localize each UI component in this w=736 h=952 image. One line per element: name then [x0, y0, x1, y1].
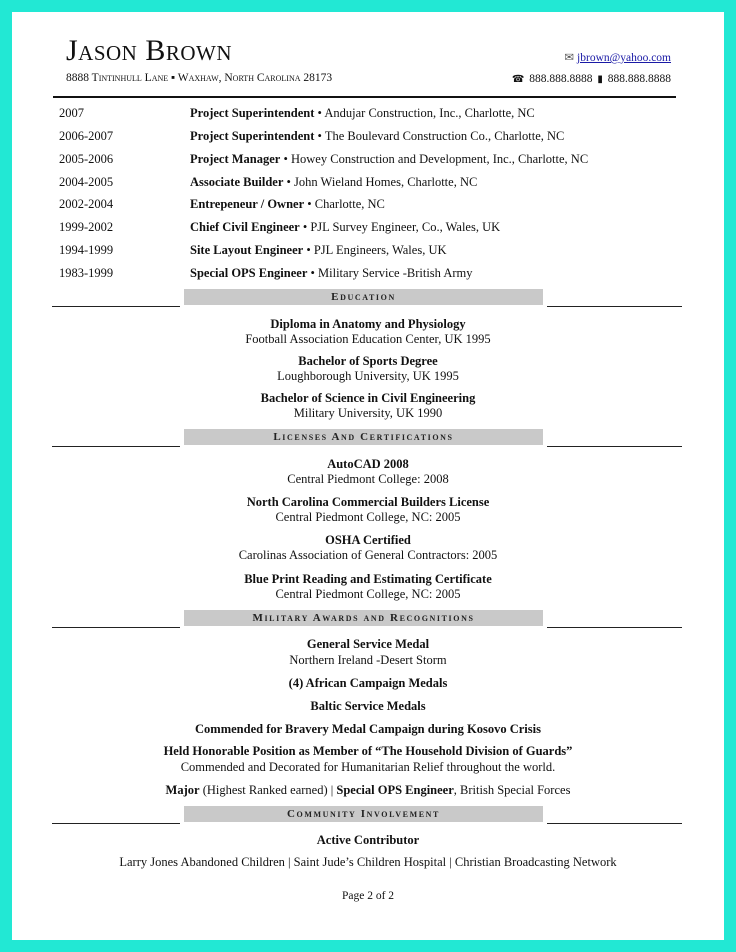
experience-row: 1999-2002 Chief Civil Engineer • PJL Survey Engineer, Co., Wales, UK — [59, 220, 501, 234]
award-detail: Commended and Decorated for Humanitarian Relief throughout the world. — [180, 760, 556, 774]
community-role: Active Contributor — [316, 833, 420, 847]
phone-icon: ☎ — [511, 74, 525, 85]
degree-school: Loughborough University, UK 1995 — [277, 369, 459, 383]
license-issuer: Central Piedmont College, NC: 2005 — [275, 587, 461, 601]
page-number: Page 2 of 2 — [341, 890, 395, 902]
experience-row: 1994-1999 Site Layout Engineer • PJL Engineers, Wales, UK — [59, 243, 447, 257]
address: 8888 Tintinhull Lane ▪ Waxhaw, North Carolina 28173 — [66, 72, 333, 84]
experience-row: 2006-2007 Project Superintendent • The Boulevard Construction Co., Charlotte, NC — [59, 129, 565, 143]
section-rule — [52, 446, 180, 447]
mobile-number: 888.888.8888 — [607, 73, 671, 85]
section-rule — [547, 446, 682, 447]
degree-title: Diploma in Anatomy and Physiology — [270, 317, 466, 331]
experience-row: 2002-2004 Entrepeneur / Owner • Charlotte, NC — [59, 197, 385, 211]
header-divider — [53, 96, 676, 98]
award-title: Held Honorable Position as Member of “The Household Division of Guards” — [163, 744, 573, 758]
award-title: Baltic Service Medals — [310, 699, 426, 713]
award-title: (4) African Campaign Medals — [288, 676, 448, 690]
experience-row: 1983-1999 Special OPS Engineer • Military Service -British Army — [59, 266, 473, 280]
envelope-icon: ✉ — [564, 52, 575, 64]
education-heading: Education — [184, 289, 543, 305]
experience-row: 2004-2005 Associate Builder • John Wieland Homes, Charlotte, NC — [59, 175, 478, 189]
rank-line: Major (Highest Ranked earned) | Special OPS Engineer, British Special Forces — [165, 783, 571, 797]
section-rule — [52, 627, 180, 628]
award-title: Commended for Bravery Medal Campaign during Kosovo Crisis — [195, 722, 541, 736]
resume-page — [12, 12, 724, 940]
mobile-icon: ▮ — [597, 74, 603, 85]
section-rule — [547, 627, 682, 628]
award-title: General Service Medal — [306, 637, 430, 651]
section-rule — [52, 306, 180, 307]
license-title: OSHA Certified — [325, 533, 411, 547]
experience-row: 2005-2006 Project Manager • Howey Construction and Development, Inc., Charlotte, NC — [59, 152, 589, 166]
degree-school: Football Association Education Center, UK 1995 — [245, 332, 491, 346]
award-detail: Northern Ireland -Desert Storm — [289, 653, 447, 667]
section-rule — [547, 823, 682, 824]
military-heading: Military Awards and Recognitions — [184, 610, 543, 626]
phone-number: 888.888.8888 — [529, 73, 593, 85]
license-issuer: Central Piedmont College, NC: 2005 — [275, 510, 461, 524]
email-line — [564, 51, 671, 65]
section-rule — [52, 823, 180, 824]
degree-title: Bachelor of Sports Degree — [298, 354, 438, 368]
candidate-name: Jason Brown — [66, 34, 233, 67]
community-heading: Community Involvement — [184, 806, 543, 822]
community-orgs: Larry Jones Abandoned Children | Saint Jude’s Children Hospital | Christian Broadcasting Network — [119, 855, 617, 869]
experience-row: 2007 Project Superintendent • Andujar Construction, Inc., Charlotte, NC — [59, 106, 535, 120]
email-link[interactable]: jbrown@yahoo.com — [577, 52, 671, 64]
licenses-heading: Licenses And Certifications — [184, 429, 543, 445]
phone-line — [510, 72, 671, 87]
degree-school: Military University, UK 1990 — [293, 406, 443, 420]
license-title: Blue Print Reading and Estimating Certificate — [244, 572, 492, 586]
license-title: AutoCAD 2008 — [327, 457, 409, 471]
degree-title: Bachelor of Science in Civil Engineering — [260, 391, 476, 405]
license-issuer: Central Piedmont College: 2008 — [287, 472, 449, 486]
license-title: North Carolina Commercial Builders License — [246, 495, 490, 509]
section-rule — [547, 306, 682, 307]
license-issuer: Carolinas Association of General Contractors: 2005 — [238, 548, 498, 562]
